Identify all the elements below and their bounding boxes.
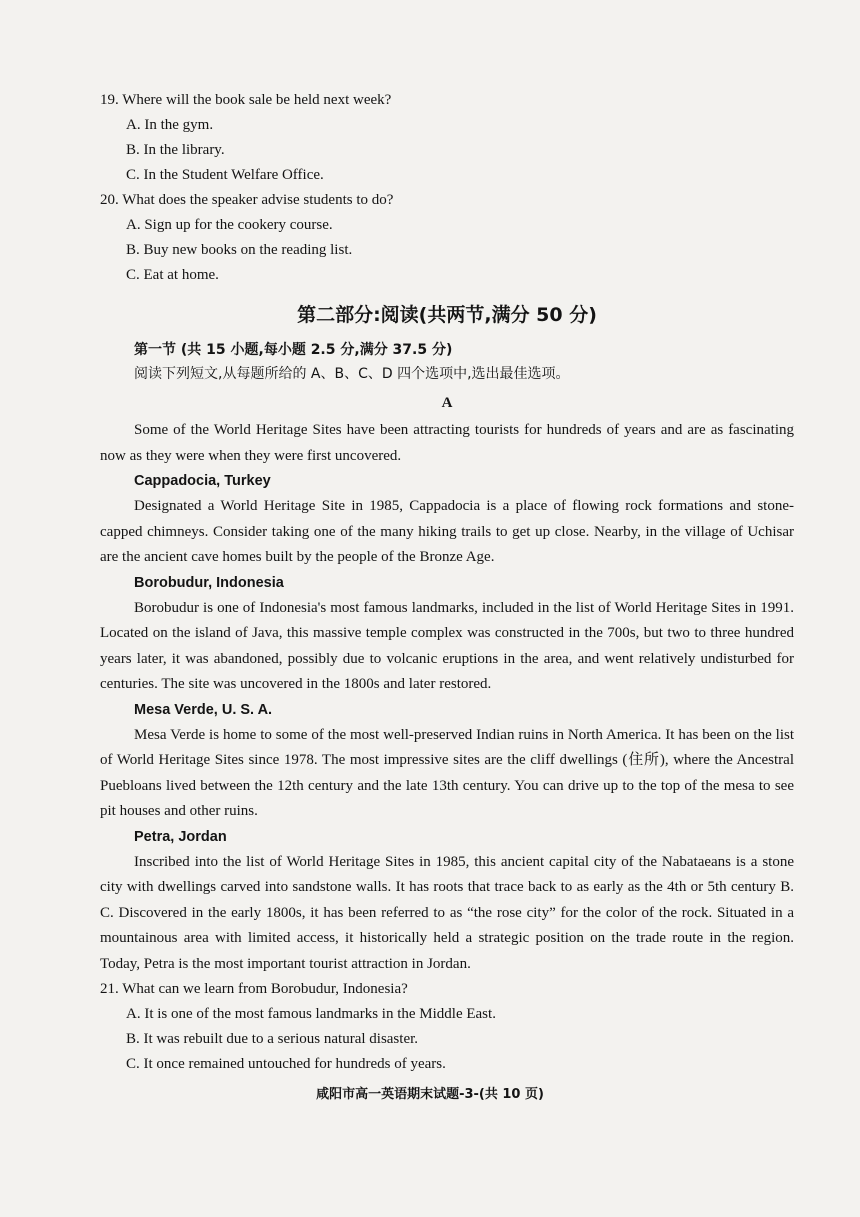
question-21-stem: 21. What can we learn from Borobudur, Indonesia? <box>100 981 408 997</box>
question-21-option-a: A. It is one of the most famous landmarks in the Middle East. <box>126 1006 496 1022</box>
site-text-borobudur: Borobudur is one of Indonesia's most famous landmarks, included in the list of World Heritage Sites in 1991. Located on the island of Java, this massive temple complex was constructed in the 700s, but two to three hundred years later, it was abandoned, possibly due to volcanic eruptions in the area, and went relatively undisturbed for centuries. The site was uncovered in the 1800s and later restored. <box>100 599 794 692</box>
site-text-mesa-verde: Mesa Verde is home to some of the most well-preserved Indian ruins in North America. It has been on the list of World Heritage Sites since 1978. The most impressive sites are the cliff dwellings (住所), where the Ancestral Puebloans lived between the 12th century and the late 13th century. You can drive up to the top of the mesa to see pit houses and other ruins. <box>100 726 794 819</box>
question-21-option-b: B. It was rebuilt due to a serious natural disaster. <box>126 1031 419 1047</box>
site-heading-cappadocia: Cappadocia, Turkey <box>134 473 271 489</box>
site-heading-mesa-verde: Mesa Verde, U. S. A. <box>134 701 273 718</box>
site-heading-borobudur: Borobudur, Indonesia <box>134 574 284 591</box>
page-footer: 咸阳市高一英语期末试题-3-(共 10 页) <box>316 1087 544 1102</box>
question-20-stem: 20. What does the speaker advise students to do? <box>100 192 394 208</box>
question-20-option-c: C. Eat at home. <box>126 267 219 283</box>
section-instructions: 阅读下列短文,从每题所给的 A、B、C、D 四个选项中,选出最佳选项。 <box>134 366 570 382</box>
site-text-cappadocia: Designated a World Heritage Site in 1985, Cappadocia is a place of flowing rock formations and stone-capped chimneys. Consider taking one of the many hiking trails to get up close. Nearby, in the village of Uchisar are the ancient cave homes built by the people of the Bronze Age. <box>100 498 794 565</box>
question-19-option-b: B. In the library. <box>126 142 225 158</box>
question-21-option-c: C. It once remained untouched for hundreds of years. <box>126 1056 446 1072</box>
question-20-option-a: A. Sign up for the cookery course. <box>126 217 333 233</box>
question-20-option-b: B. Buy new books on the reading list. <box>126 242 353 258</box>
part-two-title: 第二部分:阅读(共两节,满分 50 分) <box>297 304 597 326</box>
site-heading-petra: Petra, Jordan <box>134 828 227 845</box>
site-text-petra: Inscribed into the list of World Heritage Sites in 1985, this ancient capital city of the Nabataeans is a stone city with dwellings carved into sandstone walls. It has roots that trace back to as early as the 4th or 5th century B. C. Discovered in the early 1800s, it has been referred to as “the rose city” for the color of the rock. Situated in a mountainous area with limited access, it historically held a strategic position on the trade route in the region. Today, Petra is the most important tourist attraction in Jordan. <box>100 853 794 972</box>
question-19-option-a: A. In the gym. <box>126 117 214 133</box>
passage-intro: Some of the World Heritage Sites have been attracting tourists for hundreds of years and are as fascinating now as they were when they were first uncovered. <box>100 422 794 464</box>
passage-letter: A <box>441 395 453 411</box>
section-one-title: 第一节 (共 15 小题,每小题 2.5 分,满分 37.5 分) <box>134 342 453 358</box>
question-19-option-c: C. In the Student Welfare Office. <box>126 167 324 183</box>
question-19-stem: 19. Where will the book sale be held next week? <box>100 92 392 108</box>
